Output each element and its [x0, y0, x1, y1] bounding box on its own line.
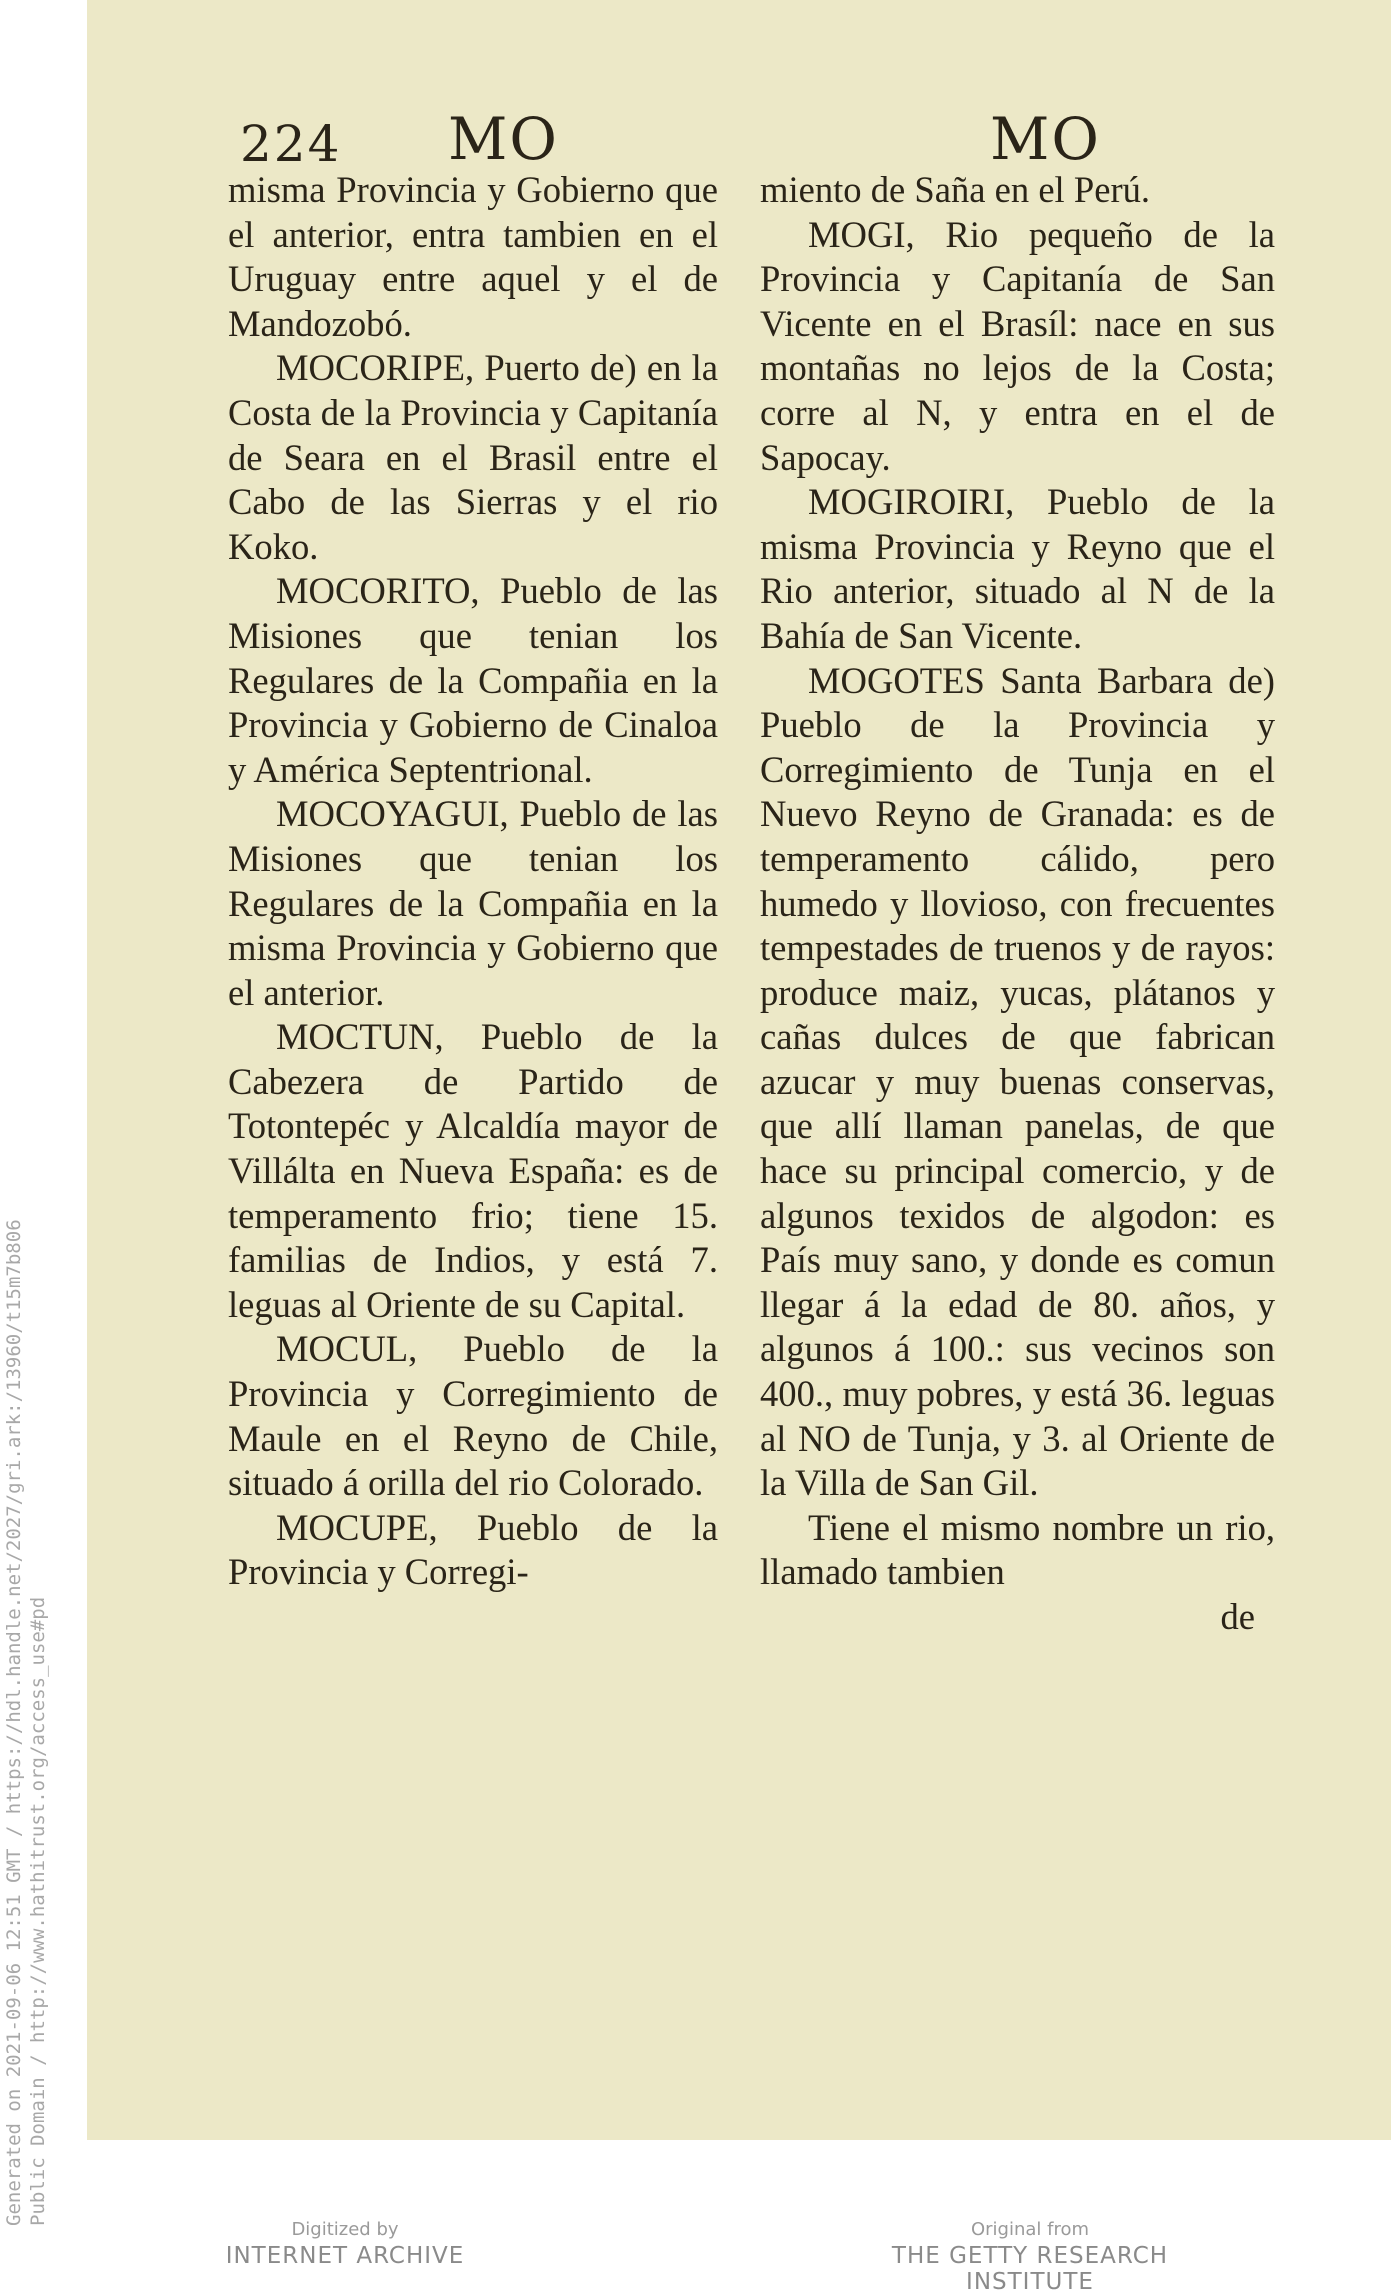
entry-paragraph: Tiene el mismo nombre un rio, llamado tambien [760, 1506, 1275, 1593]
entry-paragraph: MOCUPE, Pueblo de la Provincia y Corregi- [228, 1506, 718, 1593]
margin-note-line-2: Public Domain / http://www.hathitrust.org/access_use#pd [27, 1596, 49, 2226]
entry-paragraph: MOCORIPE, Puerto de) en la Costa de la Provincia y Capitanía de Seara en el Brasil entre el Cabo de las Sierras y el rio Koko. [228, 347, 718, 567]
original-from-label: Original from [970, 2219, 1090, 2240]
margin-note-line-1: Generated on 2021-09-06 12:51 GMT / https://hdl.handle.net/2027/gri.ark:/13960/t15m7b806 [3, 1219, 25, 2226]
internet-archive-logo-text: INTERNET ARCHIVE [225, 2243, 465, 2269]
entry-paragraph: MOCTUN, Pueblo de la Cabezera de Partido de Totontepéc y Alcaldía mayor de Villálta en Nueva España: es de temperamento frio; tiene 15. familias de Indios, y está 7. leguas al Oriente de su Capital. [228, 1016, 718, 1325]
left-column [228, 168, 718, 1595]
entry-paragraph: MOCUL, Pueblo de la Provincia y Corregimiento de Maule en el Reyno de Chile, situado á orilla del rio Colorado. [228, 1328, 718, 1504]
entry-paragraph: MOCORITO, Pueblo de las Misiones que tenian los Regulares de la Compañia en la Provincia y Gobierno de Cinaloa y América Septentrional. [228, 570, 718, 790]
right-column [760, 168, 1275, 1640]
page-number: 224 [240, 115, 342, 173]
entry-paragraph: MOGI, Rio pequeño de la Provincia y Capitanía de San Vicente en el Brasíl: nace en sus montañas no lejos de la Costa; corre al N, y entra en el de Sapocay. [760, 213, 1275, 478]
getty-research-institute-text: THE GETTY RESEARCH INSTITUTE [891, 2243, 1169, 2295]
entry-paragraph: MOGIROIRI, Pueblo de la misma Provincia y Reyno que el Rio anterior, situado al N de la Bahía de San Vicente. [760, 481, 1275, 656]
entry-paragraph: misma Provincia y Gobierno que el anterior, entra tambien en el Uruguay entre aquel y el de Mandozobó. [228, 169, 718, 344]
running-head-left: MO [448, 105, 559, 173]
entry-paragraph: MOGOTES Santa Barbara de) Pueblo de la Provincia y Corregimiento de Tunja en el Nuevo Reyno de Granada: es de temperamento cálido, pero humedo y llovioso, con frecuentes tempestades de truenos y de rayos: produce maiz, yucas, plátanos y cañas dulces de que fabrican azucar y muy buenas conservas, que allí llaman panelas, de que hace su principal comercio, y de algunos texidos de algodon: es País muy sano, y donde es comun llegar á la edad de 80. años, y algunos á 100.: sus vecinos son 400., muy pobres, y está 36. leguas al NO de Tunja, y 3. al Oriente de la Villa de San Gil. [760, 659, 1275, 1504]
catchword: de [1220, 1596, 1255, 1637]
digitized-by-label: Digitized by [291, 2219, 399, 2240]
entry-paragraph: miento de Saña en el Perú. [760, 169, 1151, 210]
running-head-right: MO [990, 105, 1101, 173]
hathitrust-margin-note [2, 1126, 50, 2226]
entry-paragraph: MOCOYAGUI, Pueblo de las Misiones que tenian los Regulares de la Compañia en la misma Provincia y Gobierno que el anterior. [228, 793, 718, 1013]
